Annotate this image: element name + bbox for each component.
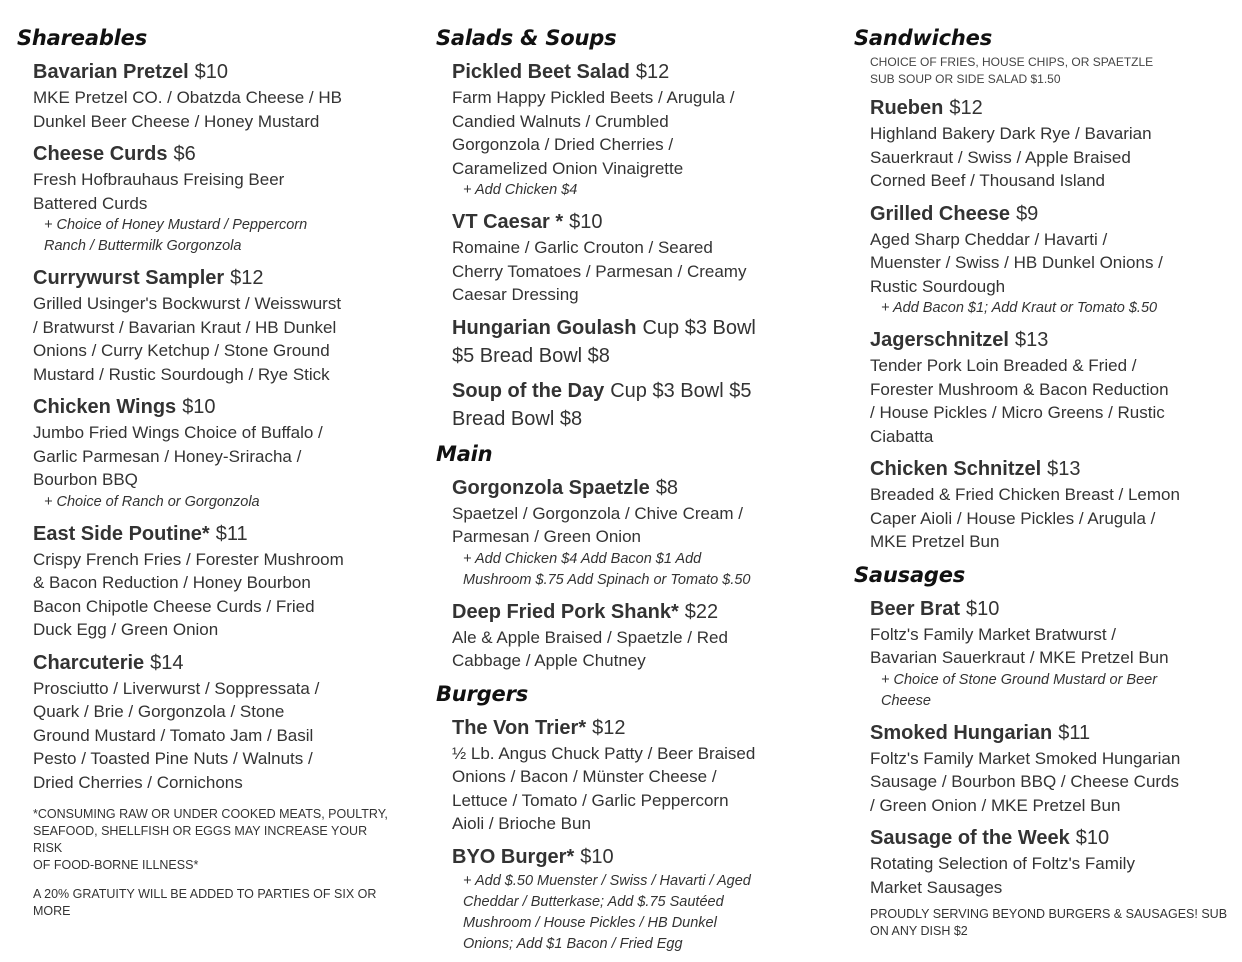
item-description: Foltz's Family Market Bratwurst / Bavarian Sauerkraut / MKE Pretzel Bun [870,624,1169,667]
item-name: Jagerschnitzel [870,329,1009,351]
menu-item [870,94,1234,193]
menu-column-2 [436,24,816,962]
sandwiches-note: CHOICE OF FRIES, HOUSE CHIPS, OR SPAETZLE SUB SOUP OR SIDE SALAD $1.50 [870,55,1154,86]
item-name: Smoked Hungarian [870,721,1053,744]
menu-item [33,264,397,386]
item-name: Sausage of the Week [870,827,1070,849]
item-name: Chicken Wings [33,396,177,418]
menu-item [452,474,816,591]
food-safety-disclaimer: *CONSUMING RAW OR UNDER COOKED MEATS, POULTRY, SEAFOOD, SHELLFISH OR EGGS MAY INCREASE YOUR RISK OF FOOD-BORNE ILLNESS* [33,807,388,872]
gratuity-note: A 20% GRATUITY WILL BE ADDED TO PARTIES OF SIX OR MORE [33,887,377,918]
item-description: Tender Pork Loin Breaded & Fried / Forester Mushroom & Bacon Reduction / House Pickles / Micro Greens / Rustic Ciabatta [870,356,1169,446]
item-price: $12 [592,716,626,739]
item-price: $13 [1047,458,1081,480]
item-description: Farm Happy Pickled Beets / Arugula / Candied Walnuts / Crumbled Gorgonzola / Dried Cherries / Caramelized Onion Vinaigrette [452,88,735,178]
item-addon: + Add Chicken $4 [463,182,578,198]
item-addon: + Choice of Stone Ground Mustard or Beer Cheese [881,671,1158,709]
item-name: Charcuterie [33,651,145,674]
item-name: Soup of the Day [452,379,605,402]
item-price: $12 [949,97,983,119]
item-addon: + Add Bacon $1; Add Kraut or Tomato $.50 [881,300,1158,316]
menu-item [452,208,816,307]
item-price: $9 [1016,202,1039,225]
item-name: Rueben [870,97,944,119]
section-title-sausages: Sausages [854,562,966,587]
menu-item [33,58,397,133]
menu-item [870,326,1234,448]
item-price: $12 [635,61,670,83]
menu-item [33,393,397,513]
item-name: Deep Fried Pork Shank* [452,600,679,623]
item-addon: + Add Chicken $4 Add Bacon $1 Add Mushroom $.75 Add Spinach or Tomato $.50 [463,550,751,588]
item-description: Romaine / Garlic Crouton / Seared Cherry Tomatoes / Parmesan / Creamy Caesar Dressing [452,238,747,304]
menu-item [870,719,1234,818]
item-price: Cup $3 Bowl $5 Bread Bowl $8 [452,316,756,367]
item-price: $6 [173,143,196,165]
item-addon: + Choice of Honey Mustard / Peppercorn Ranch / Buttermilk Gorgonzola [44,217,308,254]
substitution-footer-note: PROUDLY SERVING BEYOND BURGERS & SAUSAGES! SUB ON ANY DISH $2 [870,907,1228,938]
item-name: Grilled Cheese [870,202,1011,225]
item-price: $10 [194,61,229,83]
menu-column-1 [17,24,397,920]
item-description: Fresh Hofbrauhaus Freising Beer Battered Curds [33,170,285,213]
menu-item [870,824,1234,899]
item-name: East Side Poutine* [33,522,210,545]
item-price: $10 [569,211,603,233]
item-name: The Von Trier* [452,716,587,739]
menu-item [452,58,816,201]
item-description: Spaetzel / Gorgonzola / Chive Cream / Parmesan / Green Onion [452,503,744,546]
item-price: $10 [1075,827,1110,849]
item-price: $11 [1058,721,1091,744]
item-description: Highland Bakery Dark Rye / Bavarian Sauerkraut / Swiss / Apple Braised Corned Beef / Thousand Island [870,124,1152,190]
section-title-main: Main [436,441,493,466]
item-description: Crispy French Fries / Forester Mushroom & Bacon Reduction / Honey Bourbon Bacon Chipotle Cheese Curds / Fried Duck Egg / Green Onion [33,549,344,639]
item-description: Breaded & Fried Chicken Breast / Lemon Caper Aioli / House Pickles / Arugula / MKE Pretzel Bun [870,485,1180,551]
item-description: Rotating Selection of Foltz's Family Market Sausages [870,854,1135,897]
menu-item [33,649,397,795]
menu-item [870,595,1234,712]
item-price: $11 [215,522,248,545]
item-name: Beer Brat [870,597,961,620]
item-price: Cup $3 Bowl $5 Bread Bowl $8 [452,379,752,430]
item-name: VT Caesar * [452,211,564,233]
item-description: Foltz's Family Market Smoked Hungarian Sausage / Bourbon BBQ / Cheese Curds / Green Onion / MKE Pretzel Bun [870,748,1181,815]
item-price: $12 [230,267,264,289]
item-name: BYO Burger* [452,845,575,868]
item-price: $22 [684,600,719,623]
menu-item [870,200,1234,320]
menu-item [452,714,816,836]
item-name: Currywurst Sampler [33,267,225,289]
menu-item [870,455,1234,554]
item-name: Chicken Schnitzel [870,458,1042,480]
item-price: $8 [655,476,679,499]
item-addon: + Choice of Ranch or Gorgonzola [44,493,260,510]
item-description: MKE Pretzel CO. / Obatzda Cheese / HB Dunkel Beer Cheese / Honey Mustard [33,88,342,131]
menu-item [452,843,816,955]
menu-item [33,520,397,642]
item-price: $10 [182,396,216,418]
menu-item [33,140,397,257]
item-name: Hungarian Goulash [452,316,637,339]
item-price: $10 [966,597,1000,620]
item-description: Prosciutto / Liverwurst / Soppressata / Quark / Brie / Gorgonzola / Stone Ground Mustard / Tomato Jam / Basil Pesto / Toasted Pine Nuts / Walnuts / Dried Cherries / Cornichons [33,678,320,792]
item-name: Cheese Curds [33,143,168,165]
menu-item [452,314,816,370]
item-addon: + Add $.50 Muenster / Swiss / Havarti / Aged Cheddar / Butterkase; Add $.75 Sautéed Mushroom / House Pickles / HB Dunkel Onions; Add $1 Bacon / Fried Egg [463,872,751,952]
item-description: Grilled Usinger's Bockwurst / Weisswurst / Bratwurst / Bavarian Kraut / HB Dunkel Onions / Curry Ketchup / Stone Ground Mustard / Rustic Sourdough / Rye Stick [33,294,342,384]
item-description: Jumbo Fried Wings Choice of Buffalo / Garlic Parmesan / Honey-Sriracha / Bourbon BBQ [33,423,323,489]
item-description: ½ Lb. Angus Chuck Patty / Beer Braised Onions / Bacon / Münster Cheese / Lettuce / Tomato / Garlic Peppercorn Aioli / Brioche Bun [452,743,756,833]
item-description: Ale & Apple Braised / Spaetzle / Red Cabbage / Apple Chutney [452,627,728,670]
section-title-shareables: Shareables [17,26,147,50]
menu-item [452,598,816,673]
section-title-burgers: Burgers [436,681,529,706]
item-description: Aged Sharp Cheddar / Havarti / Muenster / Swiss / HB Dunkel Onions / Rustic Sourdough [870,229,1163,296]
menu-item [452,377,816,433]
menu-column-3 [854,24,1234,940]
item-price: $10 [580,845,614,868]
item-name: Gorgonzola Spaetzle [452,476,650,499]
item-price: $14 [150,651,184,674]
item-name: Pickled Beet Salad [452,61,630,83]
section-title-salads-soups: Salads & Soups [436,26,617,50]
section-title-sandwiches: Sandwiches [854,26,993,50]
item-price: $13 [1014,329,1049,351]
item-name: Bavarian Pretzel [33,61,189,83]
